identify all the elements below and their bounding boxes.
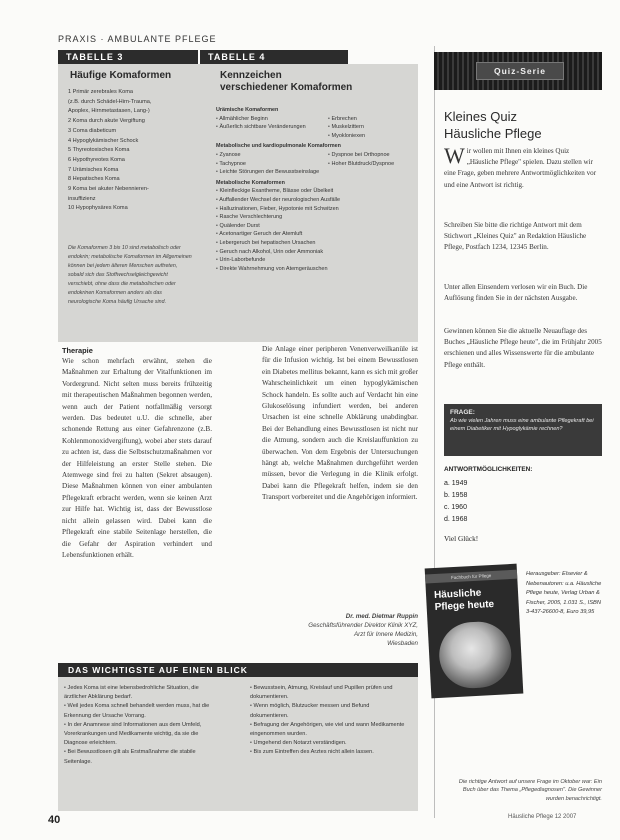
list-item: ▪ Lebergeruch bei hepatischen Ursachen	[216, 239, 406, 248]
answers-list	[444, 478, 467, 526]
list-item: ▪ Tachypnoe	[216, 160, 324, 169]
quiz-series-label: Quiz-Serie	[476, 62, 564, 80]
author-line: Wiesbaden	[387, 640, 418, 647]
quiz-title	[444, 108, 542, 142]
wichtig-right-column	[250, 684, 408, 758]
list-item: ▪ Bis zum Eintreffen des Arztes nicht allein lassen.	[250, 748, 408, 757]
dropcap: W	[444, 143, 465, 168]
table3-tag: TABELLE 3	[58, 50, 198, 64]
quiz-send-instructions: Schreiben Sie bitte die richtige Antwort mit dem Stichwort „Kleines Quiz" an Redaktion Häusliche Pflege, Postfach 1234, 12345 Berlin.	[444, 221, 587, 252]
table3-title: Häufige Komaformen	[70, 70, 172, 81]
quiz-draw-text: Unter allen Einsendern verlosen wir ein Buch. Die Auflösung finden Sie in der nächsten Ausgabe.	[444, 283, 588, 303]
book-caption: Herausgeber: Elsevier & Nebenautoren: u.a. Häusliche Pflege heute, Verlag Urban & Fischer, 2005, 1.031 S., ISBN 3-437-26600-8, Euro 39,95	[526, 571, 602, 616]
list-item: ▪ Zyanose	[216, 151, 324, 160]
list-item: ▪ Auffallender Wechsel der neurologischen Ausfälle	[216, 196, 406, 205]
list-item: ▪ Urin-Laborbefunde	[216, 256, 406, 265]
page-number: 40	[48, 814, 61, 826]
quiz-prize-text: Gewinnen können Sie die aktuelle Neuauflage des Buches „Häusliche Pflege heute", die im Frühjahr 2005 erschienen und alles Wissenswerte für die ambulante Pflege enthält.	[444, 327, 602, 369]
list-item: ▪ Umgehend den Notarzt verständigen.	[250, 739, 408, 748]
list-item: ▪ Acetonartiger Geruch der Atemluft	[216, 230, 406, 239]
book-cover-title	[434, 587, 495, 614]
table3-list	[68, 88, 194, 214]
table4-tag: TABELLE 4	[200, 50, 348, 64]
answer-option: c. 1960	[444, 504, 467, 511]
list-item: ▪ Erbrechen	[328, 115, 406, 124]
question-heading: FRAGE:	[450, 409, 475, 416]
list-item: ▪ Äußerlich sichtbare Veränderungen	[216, 123, 324, 132]
list-item: ▪ Dyspnoe bei Orthopnoe	[328, 151, 406, 160]
list-item: ▪ Leichte Störungen der Bewusstseinslage	[216, 168, 324, 177]
table4-title-line2: verschiedener Komaformen	[220, 82, 353, 93]
book-title-line1: Häusliche	[433, 587, 482, 602]
list-item: ▪ Wenn möglich, Blutzucker messen und Befund dokumentieren.	[250, 702, 408, 720]
list-item: ▪ Bei Bewusstlosen gilt als Erstmaßnahme die stabile Seitenlage.	[64, 748, 222, 766]
quiz-title-line2: Häusliche Pflege	[444, 126, 542, 141]
list-item: ▪ Befragung der Angehörigen, wie viel und wann Medikamente eingenommen wurden.	[250, 721, 408, 739]
section-heading: Metabolische und kardiopulmonale Komaformen	[216, 143, 341, 150]
list-item: ▪ Rasche Verschlechterung	[216, 213, 406, 222]
section-heading: Urämische Komaformen	[216, 107, 279, 113]
footer-issue: Häusliche Pflege 12 2007	[508, 814, 577, 820]
list-item: ▪ Myokloniexen	[328, 132, 406, 141]
list-item: 5 Thyreotoxisches Koma	[68, 147, 130, 154]
list-item: ▪ Weil jedes Koma schnell behandelt werden muss, hat die Erkennung der Ursache Vorrang.	[64, 702, 222, 720]
list-item: ▪ Kleinfleckige Exantheme, Blässe oder Übelkeit	[216, 187, 406, 196]
body-text-left: Wie schon mehrfach erwähnt, stehen die Maßnahmen zur Erhaltung der Vitalfunktionen im Vordergrund. Nicht selten muss bereits frühzeitig mit therapeutischen Maßnahmen begonnen werden, wenn auch der Patient notfallmäßig versorgt werden. Das bedeutet u.U. die schnelle, aber schonende Rettung aus einer Gefahrenzone (z.B. Kohlenmonoxidvergiftung), wobei aber stets darauf zu achten ist, dass die Selbstschutzmaßnahmen vor der Hilfeleistung an erster Stelle stehen. Die Atemwege sind frei zu halten (Sekret absaugen). Diese Maßnahmen können von einer ambulanten Pflegekraft erbracht werden, wenn sie keinen Arzt zur Hilfe hat. Wichtig ist, dass der Bewusstlose nicht allein gelassen wird. Dabei kann die Pflegekraft eine stabile Seitenlage herstellen, die die Gefahr der Aspiration verhindert und Lebensfunktionen erhält.	[62, 357, 212, 559]
list-item: ▪ Muskelzittern	[328, 123, 406, 132]
quiz-title-line1: Kleines Quiz	[444, 109, 517, 124]
author-name: Dr. med. Dietmar Ruppin	[345, 613, 418, 620]
list-item: ▪ Bewusstsein, Atmung, Kreislauf und Pupillen prüfen und dokumentieren.	[250, 684, 408, 702]
wichtig-left-column	[64, 684, 222, 767]
author-line: Geschäftsführender Direktor Klinik XYZ,	[308, 622, 418, 629]
book-title-line2: Pflege heute	[434, 598, 495, 614]
list-item: ▪ Quälender Durst	[216, 222, 406, 231]
table4-title	[220, 70, 400, 94]
list-item: 6 Hypothyreotes Koma	[68, 156, 125, 163]
list-item: ▪ Direkte Wahrnehmung von Atemgeräuschen	[216, 265, 406, 274]
quiz-intro-text: ir wollen mit Ihnen ein kleines Quiz „Häusliche Pflege" spielen. Dazu stellen wir eine Frage, geben mehrere Antwortmöglichkeiten vor und eine Antwort ist richtig.	[444, 147, 597, 189]
wichtig-heading: DAS WICHTIGSTE AUF EINEN BLICK	[58, 663, 418, 677]
list-item: 7 Urämisches Koma	[68, 166, 119, 173]
question-text: Ab wie vielen Jahren muss eine ambulante Pflegekraft bei einem Diabetiker mit Hypoglykämie rechnen?	[450, 418, 594, 433]
author-line: Arzt für Innere Medizin,	[354, 631, 418, 638]
table4-content	[216, 104, 406, 273]
list-item: 1 Primär zerebrales Koma (z.B. durch Schädel-Hirn-Trauma, Apoplex, Hirnmetastasen, Lang-)	[68, 89, 152, 115]
therapy-heading: Therapie	[62, 346, 93, 355]
list-item: ▪ In der Anamnese sind Informationen aus dem Umfeld, Vorerkrankungen und Medikamente wichtig, da sie die Diagnose erleichtern.	[64, 721, 222, 749]
table3-note: Die Komaformen 3 bis 10 sind metabolisch oder endokrin; metabolische Komaformen im Allgemeinen können bei jedem älteren Menschen auftreten, sobald sich das Stoffwechselgleichgewicht verschiebt, ohne dass die metabolischen oder endokrinen Komaformen anders als das neurologische Koma häufig Ursache sind.	[68, 245, 192, 305]
answers-heading: ANTWORTMÖGLICHKEITEN:	[444, 466, 533, 473]
list-item: ▪ Jedes Koma ist eine lebensbedrohliche Situation, die ärztlicher Abklärung bedarf.	[64, 684, 222, 702]
answer-option: d. 1968	[444, 516, 468, 523]
book-cover-photo	[438, 620, 513, 690]
author-signature	[262, 612, 418, 648]
answer-option: a. 1949	[444, 480, 468, 487]
answer-option: b. 1958	[444, 492, 468, 499]
list-item: 8 Hepatisches Koma	[68, 176, 120, 183]
list-item: 4 Hypoglykämischer Schock	[68, 137, 139, 144]
quiz-intro	[444, 143, 602, 191]
list-item: ▪ Halluzinationen, Fieber, Hypotonie mit Schwitzen	[216, 205, 406, 214]
list-item: 9 Koma bei akuter Nebennieren- insuffizienz	[68, 186, 149, 202]
list-item: 10 Hypophysäres Koma	[68, 205, 128, 212]
previous-answer-note: Die richtige Antwort auf unsere Frage im Oktober war: Ein Buch über das Thema „Pflegediagnosen". Die Gewinner wurden benachrichtigt.	[458, 779, 602, 802]
book-cover-strip: Fachbuch für Pflege	[425, 570, 517, 584]
body-text-right: Die Anlage einer peripheren Venenverweilkanüle ist für die Infusion wichtig. Ist bei einem Bewusstlosen ein Diabetes mellitus bekannt, kann es sich mit großer Wahrscheinlichkeit um einen hypoglykämischen Schock handeln. Es sollte auch auf Verdacht hin eine Glukoselösung infundiert werden, bei anderen Ursachen ist eine schnelle Abklärung unabdingbar. Bei der Behandlung eines Bewusstlosen ist nicht nur die Atmung, sondern auch die Kreislauffunktion zu überwachen. Von dem Ergebnis der Untersuchungen hängt ab, welche Maßnahmen durchgeführt werden müssen, bevor die Verlegung in die Klinik erfolgt. Dabei kann die Pflegekraft helfen, indem sie den Transport vorbereitet und die Angehörigen informiert.	[262, 345, 418, 502]
good-luck-text: Viel Glück!	[444, 534, 479, 543]
list-item: 3 Coma diabeticum	[68, 127, 117, 134]
question-box	[444, 404, 602, 456]
table4-title-line1: Kennzeichen	[220, 70, 282, 81]
list-item: ▪ Hoher Blutdruck/Dyspnoe	[328, 160, 406, 169]
list-item: 2 Koma durch akute Vergiftung	[68, 118, 145, 125]
list-item: ▪ Geruch nach Alkohol, Urin oder Ammoniak	[216, 248, 406, 257]
book-cover	[425, 564, 524, 699]
section-heading: Metabolische Komaformen	[216, 179, 285, 186]
running-head: PRAXIS · AMBULANTE PFLEGE	[58, 34, 217, 44]
list-item: ▪ Allmählicher Beginn	[216, 115, 324, 124]
